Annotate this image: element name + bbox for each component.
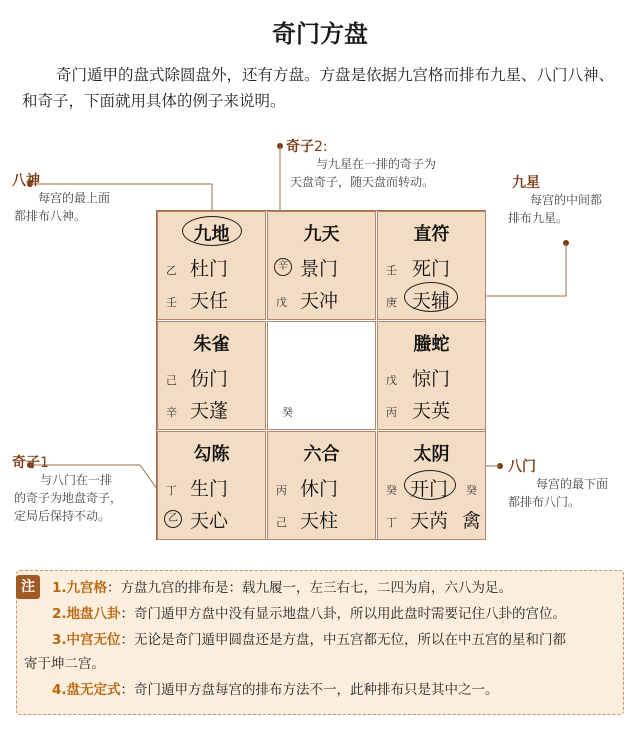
earth-stem: 乙 xyxy=(166,264,177,277)
qizi1-text-1: 与八门在一排 xyxy=(40,473,113,487)
star-label: 天任 xyxy=(190,290,229,312)
heaven-stem-circled: 辛 xyxy=(274,258,292,276)
god-label: 九天 xyxy=(303,224,340,245)
note-3-cont: 寄于坤二宫。 xyxy=(24,656,105,672)
earth-stem: 癸 xyxy=(282,406,293,419)
bamen-title: 八门 xyxy=(508,459,536,475)
heaven-stem: 庚 xyxy=(386,296,397,309)
palace-e xyxy=(377,321,486,430)
qizi1-num: 1 xyxy=(40,455,49,471)
note-4-text: ：奇门遁甲方盘每宫的排布方法不一，此种排布只是其中之一。 xyxy=(120,682,499,698)
star-label: 天心 xyxy=(190,510,229,532)
jiuxing-title: 九星 xyxy=(512,175,540,191)
jiuxing-text-1: 每宫的中间都 xyxy=(530,193,603,207)
door-label: 休门 xyxy=(300,478,339,500)
door-label: 惊门 xyxy=(412,368,451,390)
heaven-stem: 壬 xyxy=(166,296,177,309)
god-label: 直符 xyxy=(413,224,450,245)
star-label: 天芮 xyxy=(410,510,449,532)
qizi1-title-word: 奇子 xyxy=(12,455,40,471)
door-label: 杜门 xyxy=(190,258,229,280)
earth-stem: 壬 xyxy=(386,264,397,277)
god-label: 朱雀 xyxy=(193,334,230,355)
palace-w xyxy=(157,321,266,430)
palace-sw xyxy=(157,431,266,540)
bamen-text-1: 每宫的最下面 xyxy=(536,477,609,491)
intro-paragraph: 奇门遁甲的盘式除圆盘外，还有方盘。方盘是依据九宫格而排布九星、八门八神、和奇子，下面就用具体的例子来说明。 xyxy=(22,66,615,110)
qizi2-title xyxy=(286,136,328,156)
note-3-text-1: ：无论是奇门遁甲圆盘还是方盘，中五宫都无位，所以在中五宫的星和门都 xyxy=(120,632,567,648)
palace-s xyxy=(267,431,376,540)
god-label: 六合 xyxy=(303,444,340,465)
bashen-title: 八神 xyxy=(12,173,40,189)
note-2-label: 2.地盘八卦 xyxy=(52,606,121,622)
note-2 xyxy=(52,604,566,624)
note-badge: 注 xyxy=(16,575,40,599)
heaven-stem: 丁 xyxy=(386,516,397,529)
bashen-text-1: 每宫的最上面 xyxy=(38,191,111,205)
note-1 xyxy=(52,578,512,598)
qizi2-text-2: 天盘奇子，随天盘而转动。 xyxy=(290,175,435,189)
nine-palace-grid xyxy=(156,210,486,540)
heaven-stem: 己 xyxy=(276,516,287,529)
god-label: 九地 xyxy=(193,224,230,245)
star-label: 天冲 xyxy=(300,290,339,312)
palace-center xyxy=(267,321,376,430)
earth-stem: 丁 xyxy=(166,484,177,497)
qizi2-num: 2: xyxy=(314,139,328,155)
door-label: 景门 xyxy=(300,258,339,280)
palace-ne xyxy=(377,211,486,320)
note-4-label: 4.盘无定式 xyxy=(52,682,121,698)
earth-stem-circled: 乙 xyxy=(164,510,182,528)
note-3-label: 3.中宫无位 xyxy=(52,632,121,648)
earth-stem: 丙 xyxy=(276,484,287,497)
jiuxing-text-2: 排布九星。 xyxy=(508,211,569,225)
star-label: 天蓬 xyxy=(190,400,229,422)
note-2-text: ：奇门遁甲方盘中没有显示地盘八卦，所以用此盘时需要记住八卦的宫位。 xyxy=(120,606,567,622)
qizi1-title xyxy=(12,452,49,472)
god-label: 螣蛇 xyxy=(413,334,450,355)
god-label: 太阴 xyxy=(413,444,450,465)
earth-stem: 戊 xyxy=(276,296,287,309)
palace-se xyxy=(377,431,486,540)
bashen-text-2: 都排布八神。 xyxy=(14,209,87,223)
door-label: 开门 xyxy=(410,478,449,500)
qizi1-text-3: 定局后保持不动。 xyxy=(14,509,111,523)
star-extra: 禽 xyxy=(462,510,482,532)
page-title: 奇门方盘 xyxy=(272,20,368,48)
qizi2-title-word: 奇子 xyxy=(286,139,314,155)
earth-stem-right: 癸 xyxy=(466,484,477,497)
star-label: 天辅 xyxy=(412,290,451,312)
door-label: 伤门 xyxy=(190,368,229,390)
god-label: 勾陈 xyxy=(193,444,230,465)
note-1-label: 1.九宫格 xyxy=(52,580,108,596)
star-label: 天英 xyxy=(412,400,451,422)
earth-stem: 戊 xyxy=(386,374,397,387)
door-label: 生门 xyxy=(190,478,229,500)
note-4 xyxy=(52,680,499,700)
door-label: 死门 xyxy=(412,258,451,280)
palace-nw xyxy=(157,211,266,320)
heaven-stem: 辛 xyxy=(166,406,177,419)
earth-stem: 癸 xyxy=(386,484,397,497)
qizi1-text-2: 的奇子为地盘奇子， xyxy=(14,491,123,505)
note-3 xyxy=(52,630,566,650)
note-1-text: ：方盘九宫的排布是：载九履一，左三右七，二四为肩，六八为足。 xyxy=(107,580,513,596)
qizi2-text-1: 与九星在一排的奇子为 xyxy=(316,157,437,171)
palace-n xyxy=(267,211,376,320)
heaven-stem: 丙 xyxy=(386,406,397,419)
star-label: 天柱 xyxy=(300,510,339,532)
earth-stem: 己 xyxy=(166,374,177,387)
bamen-text-2: 都排布八门。 xyxy=(508,495,581,509)
